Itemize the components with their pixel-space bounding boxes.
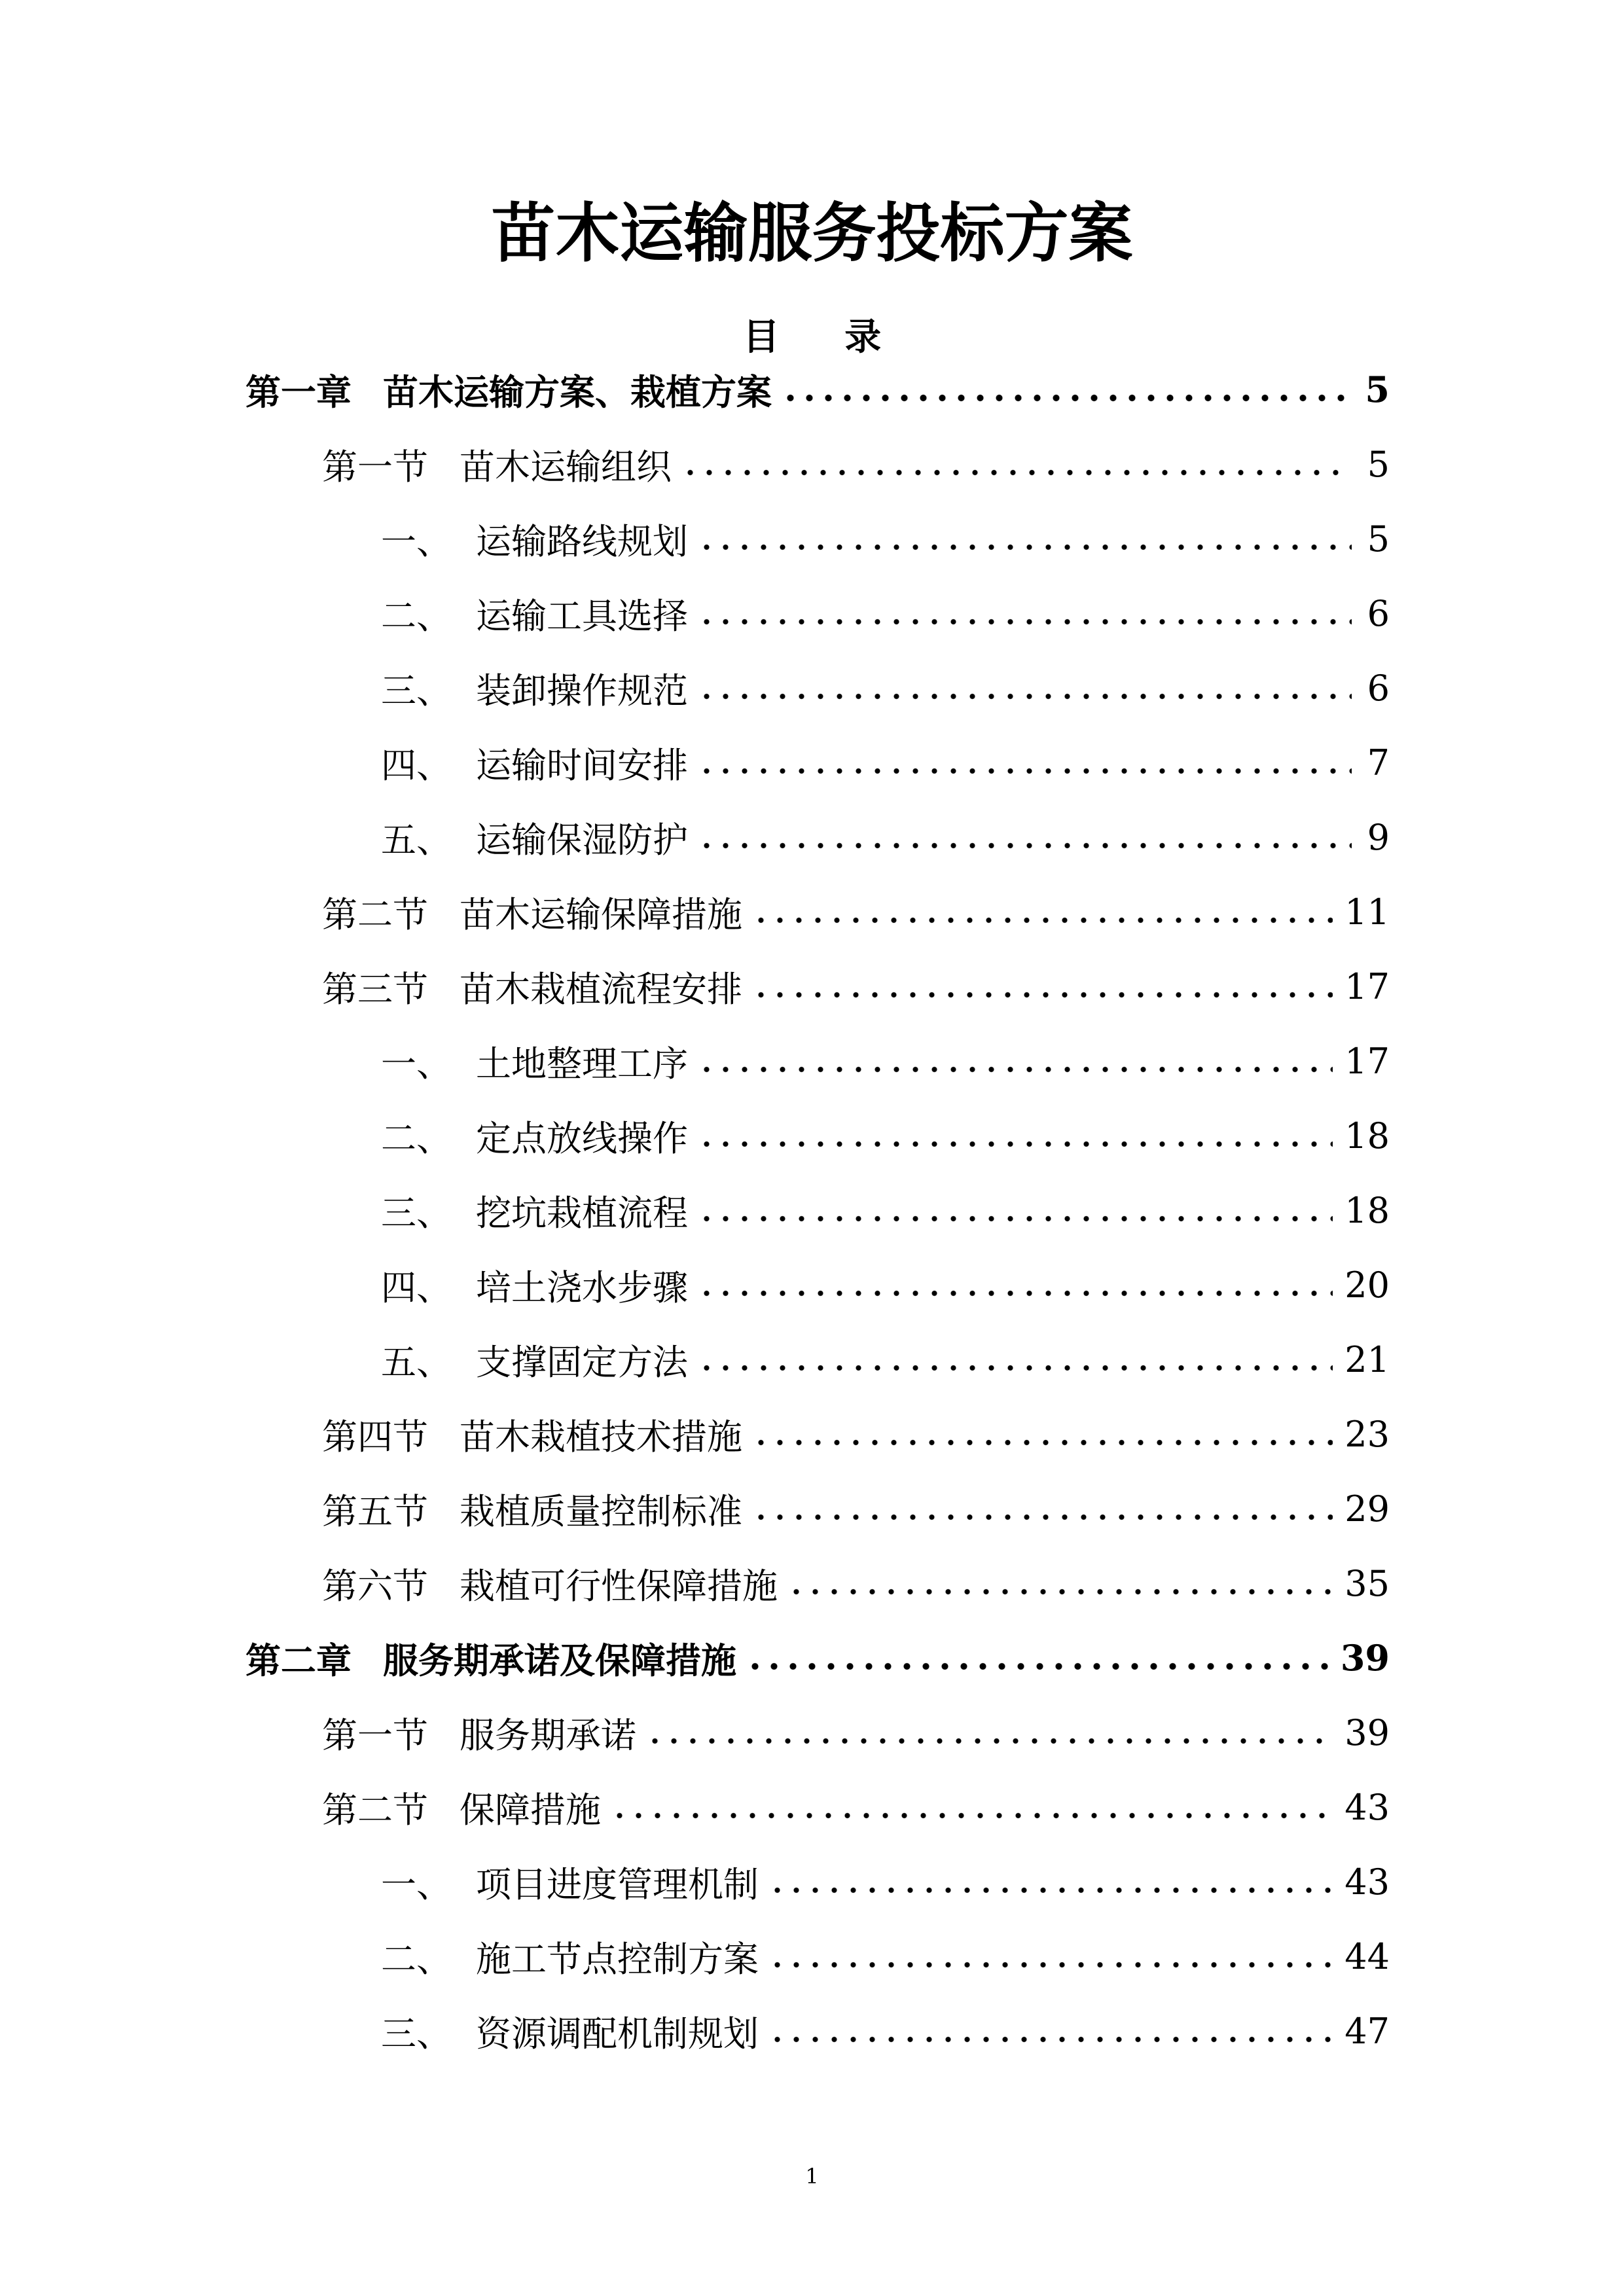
toc-page-number: 17 [1344, 965, 1390, 1007]
toc-entry-title: 资源调配机制规划 [476, 2013, 759, 2054]
toc-entry-title: 装卸操作规范 [476, 670, 688, 711]
toc-subsection-entry[interactable] [381, 662, 1390, 714]
toc-dot-leader [697, 617, 1352, 626]
toc-dot-leader [681, 468, 1352, 477]
toc-page-number: 43 [1344, 1786, 1390, 1828]
toc-entry-number: 二、 [381, 595, 452, 637]
toc-entry-number: 三、 [381, 670, 452, 711]
toc-dot-leader [697, 1139, 1333, 1149]
toc-entry-number: 第一节 [322, 1714, 428, 1756]
toc-dot-leader [610, 1811, 1333, 1820]
toc-entry-title: 定点放线操作 [476, 1117, 688, 1159]
toc-dot-leader [697, 1289, 1333, 1298]
toc-section-entry[interactable] [322, 960, 1390, 1013]
toc-entry-number: 二、 [381, 1938, 452, 1980]
toc-entry-number: 四、 [381, 1266, 452, 1308]
toc-section-entry[interactable] [322, 438, 1390, 490]
toc-dot-leader [751, 990, 1333, 999]
toc-entry-number: 第六节 [322, 1565, 428, 1607]
toc-subsection-entry[interactable] [381, 2005, 1390, 2057]
toc-entry-number: 第二节 [322, 1789, 428, 1831]
toc-entry-title: 土地整理工序 [476, 1043, 688, 1085]
toc-dot-leader [697, 1214, 1333, 1223]
toc-section-entry[interactable] [322, 1408, 1390, 1460]
toc-page-number: 9 [1367, 816, 1390, 858]
toc-subsection-entry[interactable] [381, 736, 1390, 789]
toc-entry-title: 运输时间安排 [476, 744, 688, 786]
toc-subsection-entry[interactable] [381, 1109, 1390, 1162]
toc-page-number: 23 [1344, 1413, 1390, 1455]
toc-page-number: 11 [1344, 891, 1390, 933]
toc-page-number: 21 [1344, 1338, 1390, 1380]
toc-page-number: 18 [1344, 1115, 1390, 1157]
toc-entry-title: 运输工具选择 [476, 595, 688, 637]
toc-dot-leader [787, 1587, 1333, 1596]
toc-page-number: 47 [1344, 2010, 1390, 2052]
toc-heading: 目 录 [742, 315, 908, 359]
toc-chapter-entry[interactable] [245, 363, 1390, 416]
toc-subsection-entry[interactable] [381, 1333, 1390, 1386]
toc-entry-number: 第四节 [322, 1416, 428, 1458]
toc-entry-number: 第二节 [322, 893, 428, 935]
toc-dot-leader [751, 1513, 1333, 1522]
document-title: 苗木运输服务投标方案 [491, 196, 1133, 271]
toc-page-number: 6 [1367, 592, 1390, 634]
toc-entry-title: 苗木运输组织 [460, 446, 672, 488]
toc-page-number: 5 [1367, 518, 1390, 560]
toc-page-number: 39 [1344, 1712, 1390, 1753]
toc-entry-title: 施工节点控制方案 [476, 1938, 759, 1980]
toc-page-number: 39 [1340, 1637, 1390, 1679]
toc-entry-number: 三、 [381, 2013, 452, 2054]
toc-dot-leader [645, 1736, 1333, 1746]
toc-dot-leader [697, 841, 1352, 850]
toc-dot-leader [746, 1662, 1329, 1671]
toc-page-number: 20 [1344, 1264, 1390, 1306]
toc-dot-leader [781, 393, 1352, 403]
toc-section-entry[interactable] [322, 886, 1390, 938]
toc-dot-leader [697, 1363, 1333, 1372]
toc-chapter-entry[interactable] [245, 1632, 1390, 1684]
toc-entry-title: 培土浇水步骤 [476, 1266, 688, 1308]
toc-section-entry[interactable] [322, 1781, 1390, 1833]
toc-subsection-entry[interactable] [381, 1856, 1390, 1908]
toc-page-number: 5 [1365, 368, 1390, 410]
toc-entry-number: 三、 [381, 1192, 452, 1234]
toc-entry-title: 服务期承诺 [460, 1714, 636, 1756]
toc-page-number: 18 [1344, 1189, 1390, 1231]
toc-entry-title: 栽植质量控制标准 [460, 1490, 742, 1532]
toc-entry-number: 五、 [381, 1341, 452, 1383]
toc-page-number: 7 [1367, 742, 1390, 783]
toc-page-number: 44 [1344, 1935, 1390, 1977]
toc-entry-number: 一、 [381, 1863, 452, 1905]
toc-dot-leader [768, 2035, 1333, 2044]
toc-dot-leader [751, 916, 1333, 925]
toc-dot-leader [751, 1438, 1333, 1447]
toc-entry-number: 第一节 [322, 446, 428, 488]
toc-entry-number: 四、 [381, 744, 452, 786]
toc-entry-title: 支撑固定方法 [476, 1341, 688, 1383]
toc-entry-title: 苗木栽植技术措施 [460, 1416, 742, 1458]
toc-entry-number: 第三节 [322, 968, 428, 1010]
toc-entry-number: 第二章 [245, 1639, 352, 1681]
toc-dot-leader [697, 692, 1352, 701]
toc-entry-title: 苗木运输保障措施 [460, 893, 742, 935]
toc-subsection-entry[interactable] [381, 1035, 1390, 1087]
toc-dot-leader [768, 1960, 1333, 1969]
toc-subsection-entry[interactable] [381, 1259, 1390, 1311]
toc-section-entry[interactable] [322, 1557, 1390, 1609]
toc-subsection-entry[interactable] [381, 811, 1390, 863]
toc-entry-title: 栽植可行性保障措施 [460, 1565, 778, 1607]
toc-dot-leader [697, 543, 1352, 552]
toc-entry-number: 一、 [381, 520, 452, 562]
toc-entry-number: 第五节 [322, 1490, 428, 1532]
page-number: 1 [805, 2164, 819, 2189]
toc-entry-title: 苗木运输方案、栽植方案 [383, 370, 772, 413]
toc-entry-title: 运输保湿防护 [476, 819, 688, 861]
toc-entry-number: 二、 [381, 1117, 452, 1159]
toc-entry-title: 挖坑栽植流程 [476, 1192, 688, 1234]
toc-page-number: 17 [1344, 1040, 1390, 1082]
toc-page-number: 43 [1344, 1861, 1390, 1903]
toc-dot-leader [697, 766, 1352, 776]
toc-section-entry[interactable] [322, 1482, 1390, 1535]
toc-subsection-entry[interactable] [381, 1184, 1390, 1236]
toc-page-number: 35 [1344, 1562, 1390, 1604]
toc-section-entry[interactable] [322, 1706, 1390, 1759]
toc-entry-title: 保障措施 [460, 1789, 601, 1831]
toc-subsection-entry[interactable] [381, 1930, 1390, 1982]
toc-entry-title: 项目进度管理机制 [476, 1863, 759, 1905]
toc-page-number: 5 [1367, 443, 1390, 485]
toc-entry-number: 一、 [381, 1043, 452, 1085]
toc-subsection-entry[interactable] [381, 512, 1390, 565]
toc-subsection-entry[interactable] [381, 587, 1390, 639]
toc-dot-leader [697, 1065, 1333, 1074]
toc-entry-title: 苗木栽植流程安排 [460, 968, 742, 1010]
toc-page-number: 29 [1344, 1488, 1390, 1530]
toc-dot-leader [768, 1886, 1333, 1895]
toc-page-number: 6 [1367, 667, 1390, 709]
toc-entry-title: 运输路线规划 [476, 520, 688, 562]
toc-entry-title: 服务期承诺及保障措施 [383, 1639, 736, 1681]
toc-entry-number: 五、 [381, 819, 452, 861]
toc-entry-number: 第一章 [245, 370, 352, 413]
